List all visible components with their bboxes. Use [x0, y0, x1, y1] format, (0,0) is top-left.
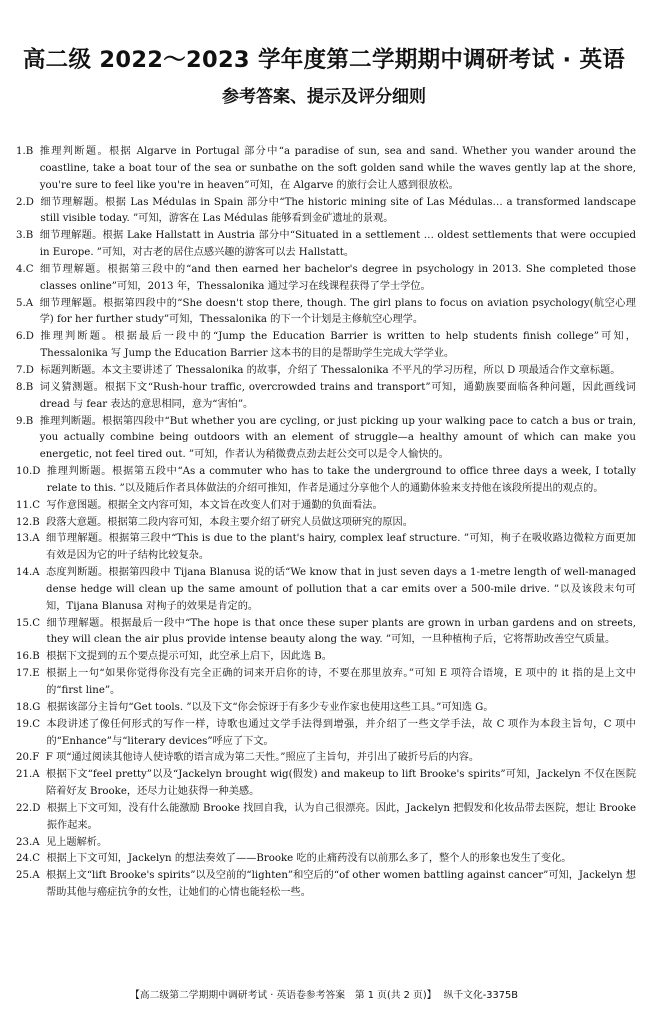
answer-item: [16, 616, 636, 650]
answer-explanation: 细节理解题。根据最后一段中“The hope is that once these super plants are grown in urban gardens and on streets, they will clean the air plus provide intense beauty along the way. ”可知，一旦种植栒子后，它将帮助改善空气质量。: [46, 617, 636, 646]
answer-number: 7.D: [16, 364, 34, 376]
answer-item: [16, 380, 636, 414]
answer-item: [16, 498, 636, 515]
answer-explanation: 本段讲述了像任何形式的写作一样，诗歌也通过文学手法得到增强，并介绍了一些文学手法，故 C 项作为本段主旨句，C 项中的“Enhance”与“literary devices”呼应了下文。: [46, 718, 636, 747]
answer-item: [16, 329, 636, 363]
answer-number: 13.A: [16, 533, 40, 545]
answer-letter: G: [32, 701, 41, 713]
answer-item: [16, 515, 636, 532]
answer-item: [16, 851, 636, 868]
page-subtitle: 参考答案、提示及评分细则: [222, 87, 426, 107]
answer-item: [16, 464, 636, 498]
answer-item: [16, 767, 636, 801]
answer-explanation: 推理判断题。根据第五段中“As a commuter who has to take the underground to office three days a week, I totally relate to this. ”以及随后作者具体做法的介绍可推知，作者是通过分享他个人的通勤体验来支持他在该段所提出的观点的。: [46, 466, 636, 494]
answer-explanation: 段落大意题。根据第二段内容可知，本段主要介绍了研究人员做这项研究的原因。: [46, 516, 413, 528]
answer-letter: B: [32, 651, 40, 663]
answer-explanation: F 项“通过阅读其他诗人使诗歌的语言成为第二天性。”照应了主旨句，并引出了破折号后的内容。: [45, 752, 480, 764]
answer-explanation: 见上题解析。: [46, 836, 108, 848]
answer-number: 16.B: [16, 651, 40, 663]
answer-item: [16, 666, 636, 700]
answer-number: 19.C: [16, 718, 40, 730]
answer-explanation: 细节理解题。根据第三段中的“and then earned her bachelor's degree in psychology in 2013. She completed those classes online”可知，2013 年，Thessalonika 通过学习在线课程获得了学士学位。: [40, 263, 636, 292]
answer-explanation: 推理判断题。根据 Algarve in Portugal 部分中“a paradise of sun, sea and sand. Whether you wander around the coastline, take a boat tour of the sea or sunbathe on the soft golden sand while the waves gently lap at the shore, you're sure to feel like you're in heaven”可知，在 Algarve 的旅行会让人感到很放松。: [39, 146, 636, 191]
answer-number: 18.G: [16, 701, 41, 713]
answer-item: [16, 868, 636, 902]
answer-item: [16, 801, 636, 835]
answer-item: [16, 750, 636, 767]
answer-number: 5.A: [16, 297, 34, 309]
answer-number: 17.E: [16, 668, 40, 680]
answer-explanation: 根据该部分主旨句“Get tools. ”以及下文“你会惊讶于有多少专业作家也使用这些工具。”可知选 G。: [46, 701, 494, 713]
answer-number: 4.C: [16, 263, 34, 275]
answer-number: 2.D: [16, 196, 34, 208]
answer-explanation: 写作意图题。根据全文内容可知，本文旨在改变人们对于通勤的负面看法。: [46, 499, 383, 511]
answer-item: [16, 717, 636, 751]
answer-letter: D: [32, 466, 41, 478]
answer-item: [16, 565, 636, 616]
answer-number: 3.B: [16, 230, 34, 242]
answer-item: [16, 414, 636, 465]
answer-explanation: 根据上下文可知，Jackelyn 的想法奏效了——Brooke 吃的止痛药没有以前那么多了，整个人的形象也发生了变化。: [46, 853, 572, 865]
answer-explanation: 细节理解题。根据 Las Médulas in Spain 部分中“The historic mining site of Las Médulas… a transformed landscape still visible today. ”可知，游客在 Las Médulas 能够看到金矿遗址的景观。: [40, 196, 636, 225]
answer-letter: A: [32, 769, 40, 781]
answer-item: [16, 144, 636, 195]
answer-number: 8.B: [16, 381, 34, 393]
answer-number: 22.D: [16, 802, 41, 814]
answer-item: [16, 649, 636, 666]
answer-number: 21.A: [16, 769, 40, 781]
answer-item: [16, 531, 636, 565]
answer-letter: B: [25, 381, 34, 393]
answer-item: [16, 835, 636, 852]
answer-number: 9.B: [16, 415, 34, 427]
answer-explanation: 推理判断题。根据最后一段中的“Jump the Education Barrier is written to help students finish college”可知，Thessalonika 写 Jump the Education Barrier 这本书的目的是帮助学生完成大学学业。: [40, 331, 636, 360]
answer-item: [16, 700, 636, 717]
answer-explanation: 根据下文“feel pretty”以及“Jackelyn brought wig(假发) and makeup to lift Brooke's spirits”可知，Jackelyn 不仅在医院陪着好友 Brooke，还尽力让她获得一种美感。: [46, 769, 636, 798]
answer-letter: A: [25, 297, 34, 309]
answer-letter: D: [25, 364, 34, 376]
answer-letter: A: [32, 533, 40, 545]
answer-explanation: 根据下文提到的五个要点提示可知，此空承上启下，因此选 B。: [46, 651, 332, 663]
answer-letter: D: [25, 331, 34, 343]
answer-number: 25.A: [16, 870, 40, 882]
answer-letter: B: [25, 230, 34, 242]
page-title: 高二级 2022～2023 学年度第二学期期中调研考试 · 英语: [22, 47, 626, 73]
answer-letter: B: [25, 146, 34, 157]
answer-letter: C: [32, 718, 40, 730]
answer-letter: E: [32, 668, 40, 680]
answer-number: 1.B: [16, 146, 34, 157]
answer-number: 12.B: [16, 516, 40, 528]
answer-letter: D: [25, 196, 34, 208]
answer-explanation: 根据上一句“如果你觉得你没有完全正确的词来开启你的诗，不要在那里放弃。”可知 E 项符合语境，E 项中的 it 指的是上文中的“first line”。: [46, 668, 636, 696]
answer-explanation: 根据上下文可知，没有什么能激励 Brooke 找回自我，认为自己很漂亮。因此，Jackelyn 把假发和化妆品带去医院，想让 Brooke 振作起来。: [46, 802, 636, 831]
answer-number: 14.A: [16, 567, 40, 579]
answer-letter: C: [32, 617, 40, 629]
answer-item: [16, 363, 636, 380]
answer-number: 6.D: [16, 331, 34, 343]
answer-number: 10.D: [16, 466, 41, 478]
answer-letter: A: [32, 870, 40, 882]
answer-letter: F: [32, 752, 40, 764]
answer-item: [16, 228, 636, 262]
answer-number: 23.A: [16, 836, 40, 848]
answer-letter: A: [32, 567, 40, 579]
footer-code: 纵千文化-3375B: [443, 990, 518, 1001]
answer-explanation: 态度判断题。根据第四段中 Tijana Blanusa 说的话“We know that in just seven days a 1-metre length of well-managed dense hedge will clean up the same amount of pollution that a car emits over a 500-mile drive. ”以及该段末句可知，Tijana Blanusa 对栒子的效果是肯定的。: [46, 567, 636, 612]
answer-explanation: 词义猜测题。根据下文“Rush-hour traffic, overcrowded trains and transport”可知，通勤族要面临各种问题，因此画线词 dread 与 fear 表达的意思相同，意为“害怕”。: [39, 381, 636, 410]
answer-letter: B: [25, 415, 34, 427]
answer-explanation: 细节理解题。根据 Lake Hallstatt in Austria 部分中“Situated in a settlement … oldest settlements that were occupied in Europe. ”可知，对古老的居住点感兴趣的游客可以去 Hallstatt。: [39, 230, 636, 259]
answer-explanation: 细节理解题。根据第三段中“This is due to the plant's hairy, complex leaf structure. ”可知，栒子在吸收路边微粒方面更加有效是因为它的叶子结构比较复杂。: [46, 533, 636, 562]
answer-letter: C: [32, 853, 40, 865]
answer-letter: B: [32, 516, 40, 528]
answer-number: 24.C: [16, 853, 40, 865]
answer-number: 15.C: [16, 617, 40, 629]
answer-letter: C: [25, 263, 34, 275]
answer-explanation: 标题判断题。本文主要讲述了 Thessalonika 的故事，介绍了 Thessalonika 不平凡的学习历程，所以 D 项最适合作文章标题。: [40, 364, 621, 376]
answer-item: [16, 262, 636, 296]
answer-number: 11.C: [16, 499, 40, 511]
answer-list: [16, 144, 636, 902]
footer-page-info: 【高二级第二学期期中调研考试 · 英语卷参考答案 第 1 页(共 2 页)】: [130, 990, 437, 1001]
answer-explanation: 根据上文“lift Brooke's spirits”以及空前的“lighten”和空后的“of other women battling against cancer”可知，Jackelyn 想帮助其他与癌症抗争的女性，让她们的心情也能轻松一些。: [46, 870, 636, 899]
answer-item: [16, 195, 636, 229]
answer-item: [16, 296, 636, 330]
answer-letter: C: [32, 499, 40, 511]
answer-explanation: 细节理解题。根据第四段中的“She doesn't stop there, though. The girl plans to focus on aviation psychology(航空心理学) for her further study”可知，Thessalonika 的下一个计划是主修航空心理学。: [39, 297, 636, 326]
answer-letter: D: [32, 802, 41, 814]
answer-number: 20.F: [16, 752, 40, 764]
answer-explanation: 推理判断题。根据第四段中“But whether you are cycling, or just picking up your walking pace to catch a bus or train, you actually combine being outdoors with an element of struggle—a healthy amount of which can make you energetic, not feel tired out. ”可知，作者认为稍微费点劲去赶公交可以是令人愉快的。: [39, 415, 636, 461]
answer-letter: A: [32, 836, 40, 848]
page-footer: [0, 987, 648, 1001]
